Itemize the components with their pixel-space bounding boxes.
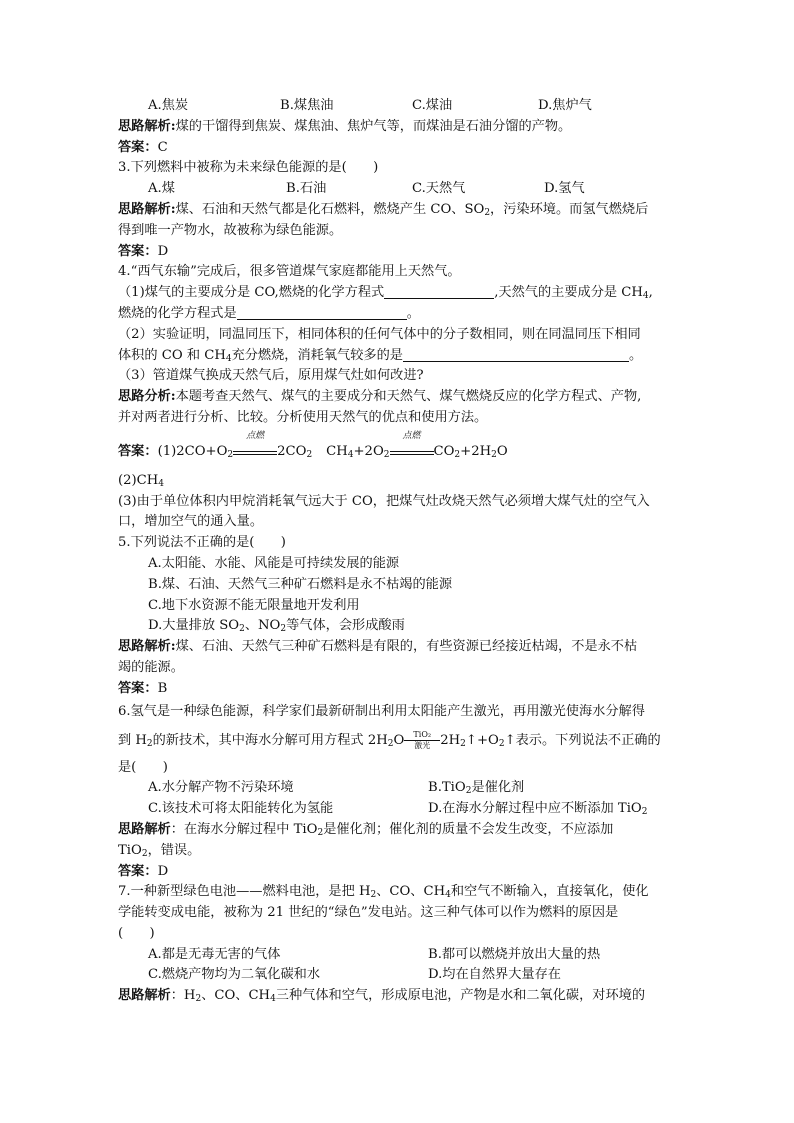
answer-blank [403, 347, 629, 362]
q2-answer: 答案：C [118, 139, 168, 155]
q4-stem: 4.“西气东输”完成后，很多管道煤气家庭都能用上天然气。 [118, 264, 461, 280]
q5-option-c: C.地下水资源不能无限量地开发利用 [148, 597, 360, 613]
q6-stem-line3: 是( ) [118, 759, 168, 775]
q4-analysis-line2: 并对两者进行分析、比较。分析使用天然气的优点和使用方法。 [118, 409, 488, 425]
q5-option-d: D.大量排放 $SO_2$、$NO_2$等气体，会形成酸雨 [148, 618, 405, 635]
q7-options-row2 [118, 965, 678, 986]
q3-option-c: C.天然气 [412, 181, 466, 197]
q6-options-row1 [118, 778, 678, 799]
q3-stem: 3.下列燃料中被称为未来绿色能源的是( ) [118, 160, 379, 176]
q2-option-a: A.焦炭 [148, 98, 189, 113]
reaction-arrow: 点燃 [233, 445, 277, 455]
q4-analysis-line1: 思路分析:本题考查天然气、煤气的主要成分和天然气、煤气燃烧反应的化学方程式、产物, [118, 389, 642, 405]
document-page [118, 96, 678, 1007]
q6-stem-line1: 6.氢气是一种绿色能源，科学家们最新研制出利用太阳能产生激光，再用激光使海水分解得 [118, 703, 645, 719]
q6-stem-line2: 到 $H_2$的新技术，其中海水分解可用方程式 $2H_2O$ $\frac{\text{TiO₂}}{\text{激光}}$ $2H_2↑+O_2↑$表示。下列说法不正确的 [118, 729, 661, 750]
q5-analysis-line2: 竭的能源。 [118, 659, 184, 675]
q3-option-a: A.煤 [148, 181, 175, 197]
q4-part1-line1: （1)煤气的主要成分是 CO,燃烧的化学方程式 ,天然气的主要成分是 $CH_4$, [118, 285, 653, 302]
q7-analysis-line1: 思路解析：$H_2$、CO、$CH_4$三种气体和空气，形成原电池，产物是水和二氧化碳，对环境的 [118, 988, 646, 1005]
q6-option-c: C.该技术可将太阳能转化为氢能 [148, 801, 334, 817]
answer-blank [237, 305, 407, 320]
q5-stem: 5.下列说法不正确的是( ) [118, 535, 286, 551]
q6-option-a: A.水分解产物不污染环境 [148, 780, 294, 796]
q6-analysis-line1: 思路解析：在海水分解过程中 TiO$_2$是催化剂；催化剂的质量不会发生改变，不应添加 [118, 821, 614, 838]
q7-option-a: A.都是无毒无害的气体 [148, 946, 281, 962]
q4-part3: （3）管道煤气换成天然气后，原用煤气灶如何改进? [118, 368, 424, 384]
q5-option-a: A.太阳能、水能、风能是可持续发展的能源 [148, 555, 400, 571]
q4-part1-line2: 燃烧的化学方程式是 。 [118, 305, 420, 321]
q6-options-row2 [118, 799, 678, 820]
q6-analysis-line2: TiO$_2$，错误。 [118, 842, 201, 859]
q7-option-d: D.均在自然界大量存在 [428, 967, 561, 983]
q2-option-c: C.煤油 [412, 98, 453, 113]
q7-option-c: C.燃烧产物均为二氧化碳和水 [148, 967, 321, 983]
q4-answer-2: $(2)CH_4$ [118, 472, 165, 489]
q5-analysis-line1: 思路解析:煤、石油、天然气三种矿石燃料是有限的，有些资源已经接近枯竭，不是永不枯 [118, 639, 638, 655]
q6-answer: 答案：D [118, 863, 169, 879]
q2-analysis: 思路解析:煤的干馏得到焦炭、煤焦油、焦炉气等，而煤油是石油分馏的产物。 [118, 118, 572, 134]
q3-answer: 答案：D [118, 243, 169, 259]
q2-option-d: D.焦炉气 [538, 98, 592, 113]
q3-analysis-line1: 思路解析:煤、石油和天然气都是化石燃料，燃烧产生 CO、$SO_2$，污染环境。而氢气燃烧后 [118, 201, 649, 218]
q3-options [118, 179, 678, 200]
q4-answer-equations: 答案：$(1)2CO+O_2$ 点燃 $2CO_2$ $CH_4+2O_2$ 点燃 $CO_2+2H_2O$ [118, 430, 508, 460]
q7-options-row1 [118, 945, 678, 966]
q3-analysis-line2: 得到唯一产物水，故被称为绿色能源。 [118, 222, 343, 238]
q7-stem-line3: ( ) [118, 925, 155, 941]
q4-part2-line1: （2）实验证明，同温同压下，相同体积的任何气体中的分子数相同，则在同温同压下相同 [118, 326, 641, 342]
answer-label: 答案： [118, 139, 158, 155]
q2-options [118, 96, 678, 117]
q4-answer-3-line2: 口，增加空气的通入量。 [118, 514, 264, 530]
q7-stem-line2: 学能转变成电能，被称为 21 世纪的“绿色”发电站。这三种气体可以作为燃料的原因是 [118, 905, 619, 921]
q5-option-b: B.煤、石油、天然气三种矿石燃料是永不枯竭的能源 [148, 576, 453, 592]
q2-option-b: B.煤焦油 [280, 98, 334, 113]
q4-part2-line2: 体积的 CO 和 $CH_4$充分燃烧，消耗氧气较多的是 。 [118, 347, 643, 364]
reaction-condition: $\frac{\text{TiO₂}}{\text{激光}}$ [404, 730, 440, 751]
q7-stem-line1: 7.一种新型绿色电池——燃料电池，是把 $H_2$、CO、$CH_4$和空气不断输入，直接氧化，使化 [118, 884, 649, 901]
q3-option-b: B.石油 [286, 181, 327, 197]
q6-option-d: D.在海水分解过程中应不断添加 TiO$_2$ [428, 801, 648, 818]
analysis-label: 思路解析: [118, 118, 176, 134]
q5-answer: 答案：B [118, 680, 168, 696]
q3-option-d: D.氢气 [544, 181, 585, 197]
q7-option-b: B.都可以燃烧并放出大量的热 [428, 946, 601, 962]
q6-option-b: B.TiO$_2$是催化剂 [428, 780, 525, 797]
answer-blank [384, 284, 494, 299]
q4-answer-3-line1: (3)由于单位体积内甲烷消耗氧气远大于 CO，把煤气灶改烧天然气必须增大煤气灶的空气入 [118, 493, 650, 509]
reaction-arrow: 点燃 [390, 445, 434, 455]
